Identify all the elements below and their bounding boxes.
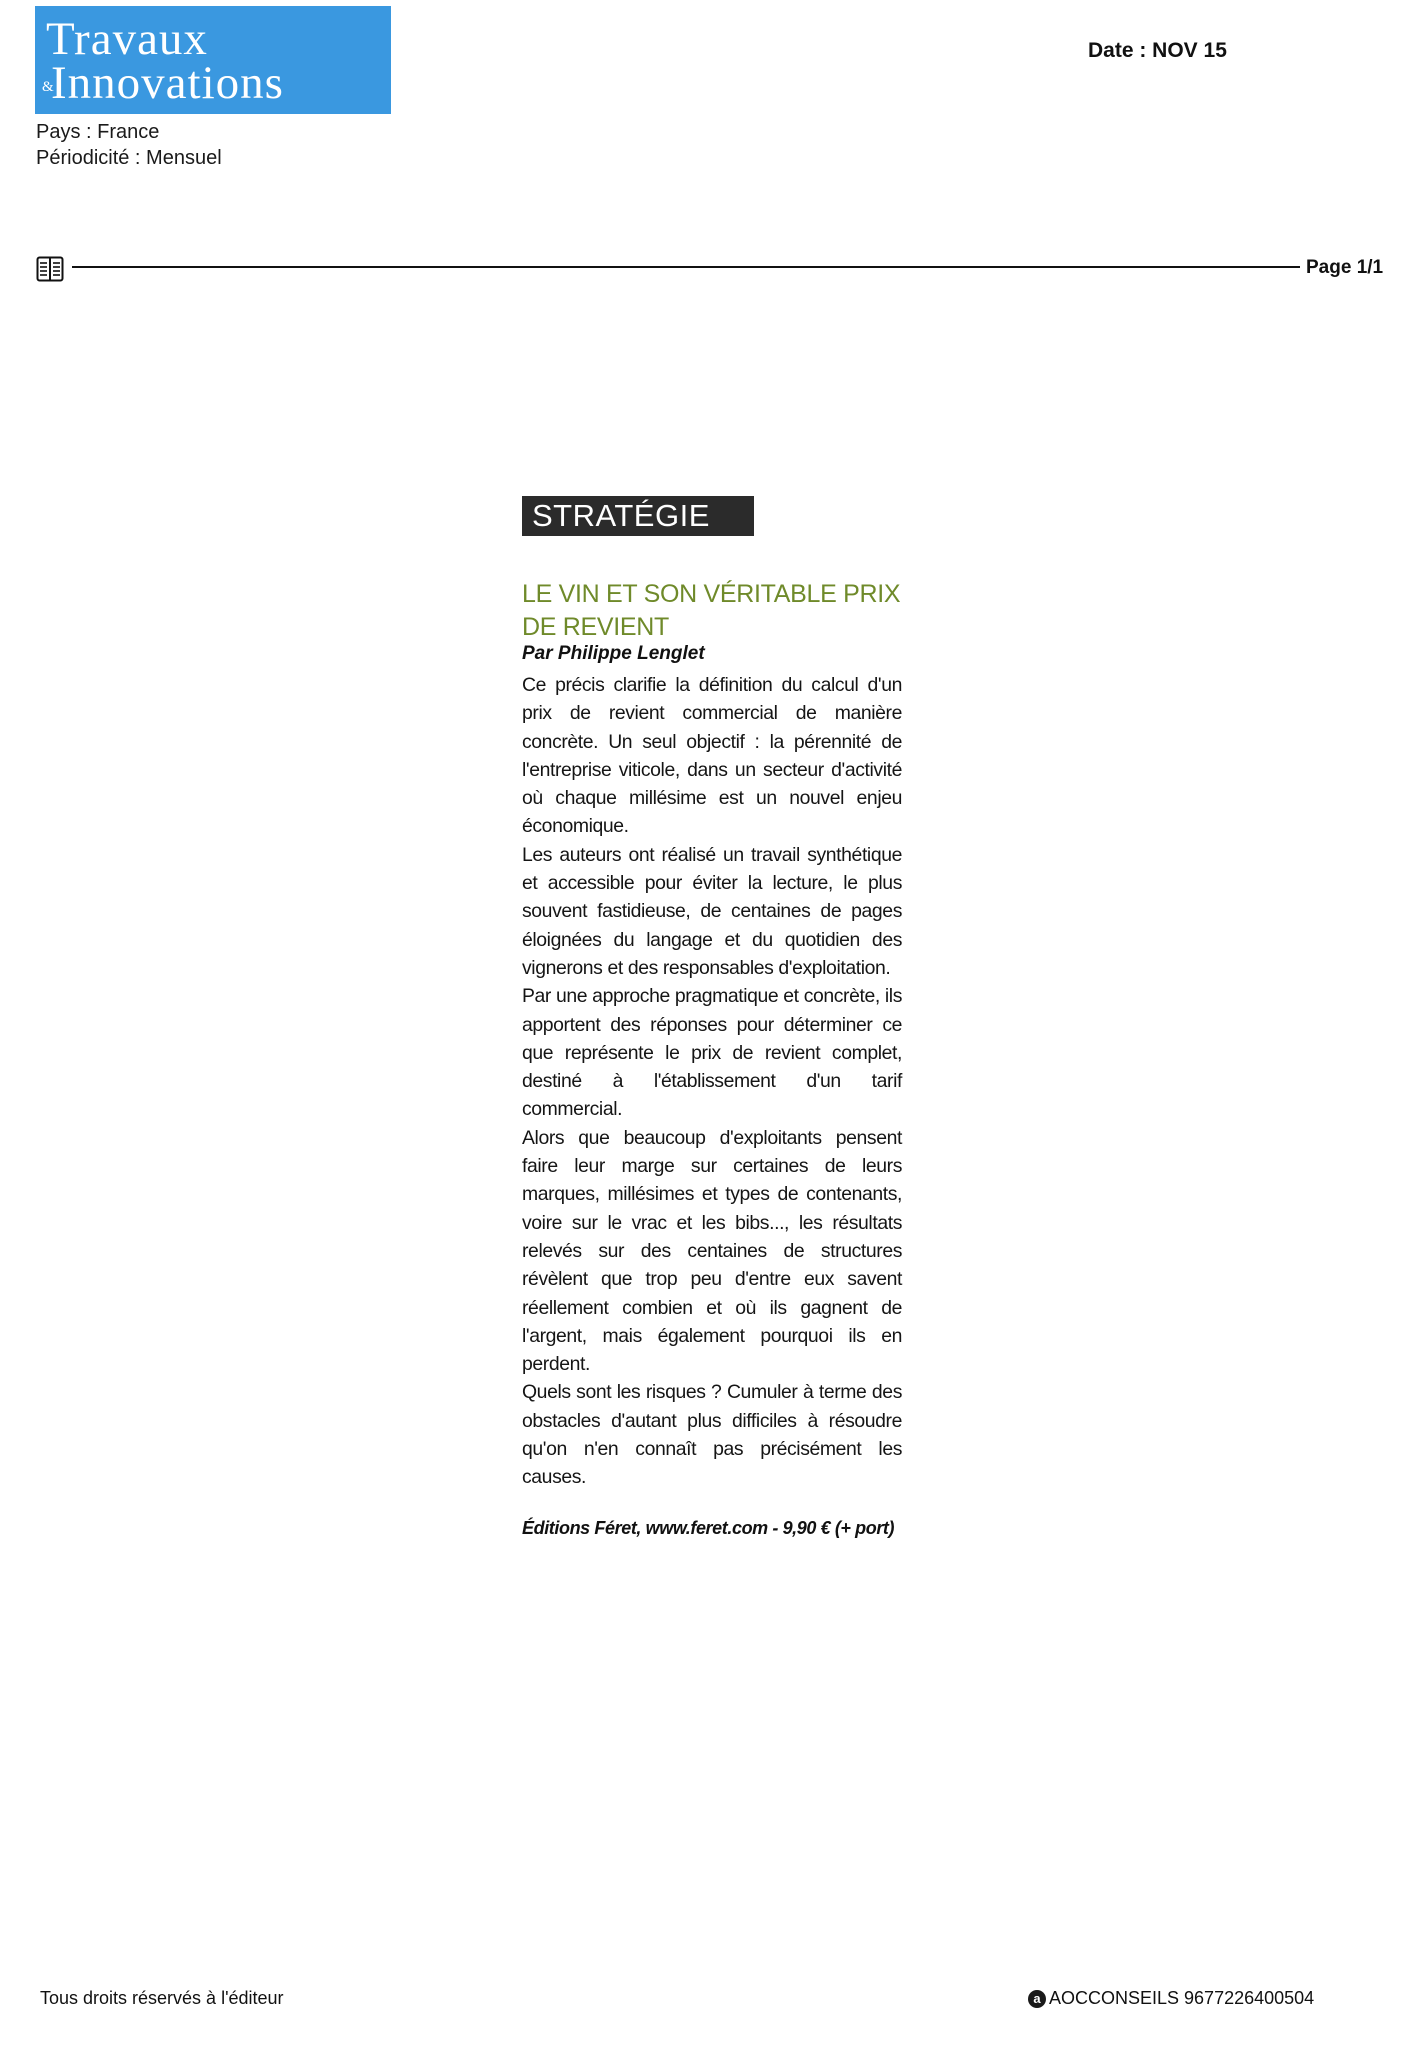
country-label: Pays : France [36,121,160,143]
publication-meta [36,119,222,171]
article-paragraph: Quels sont les risques ? Cumuler à terme des obstacles d'autant plus difficiles à résoudre qu'on n'en connaît pas précisément les causes. [522,1381,902,1489]
article-paragraph: Les auteurs ont réalisé un travail synthétique et accessible pour éviter la lecture, le plus souvent fastidieuse, de centaines de pages éloignées du langage et du quotidien des vignerons et des responsables d'exploitation. [522,843,902,979]
logo-ampersand: & [42,79,54,95]
publication-logo [35,6,391,114]
publisher-credit: Éditions Féret, www.feret.com - 9,90 € (+ port) [522,1518,895,1538]
article-body [522,671,902,1492]
issue-date: Date : NOV 15 [1088,39,1227,62]
header-divider [72,266,1300,268]
article-paragraph: Ce précis clarifie la définition du calcul d'un prix de revient commercial de manière concrète. Un seul objectif : la pérennité de l'entreprise viticole, dans un secteur d'activité où chaque millésime est un nouvel enjeu économique. [522,674,902,838]
section-label: STRATÉGIE [522,496,754,536]
page-number: Page 1/1 [1306,257,1384,278]
article-headline: LE VIN ET SON VÉRITABLE PRIX DE REVIENT [522,580,901,641]
article-paragraph: Par une approche pragmatique et concrète, ils apportent des réponses pour déterminer ce que représente le prix de revient complet, destiné à l'établissement d'un tarif commercial. [522,985,902,1121]
periodicity-label: Périodicité : Mensuel [36,147,222,169]
rights-notice: Tous droits réservés à l'éditeur [40,1988,284,2008]
reference-code: AOCCONSEILS 9677226400504 [1049,1988,1315,2008]
book-icon [36,256,64,282]
logo-line-travaux: Travaux [46,13,208,65]
aocconseils-logo-icon: a [1028,1990,1046,2008]
logo-line-innovations: Innovations [51,57,284,109]
article-paragraph: Alors que beaucoup d'exploitants pensent faire leur marge sur certaines de leurs marques, millésimes et types de contenants, voire sur le vrac et les bibs..., les résultats relevés sur des centaines de structures révèlent que trop peu d'entre eux savent réellement combien et où ils gagnent de l'argent, mais également pourquoi ils en perdent. [522,1126,902,1376]
footer-reference [1028,1988,1314,2009]
article-byline: Par Philippe Lenglet [522,643,705,664]
